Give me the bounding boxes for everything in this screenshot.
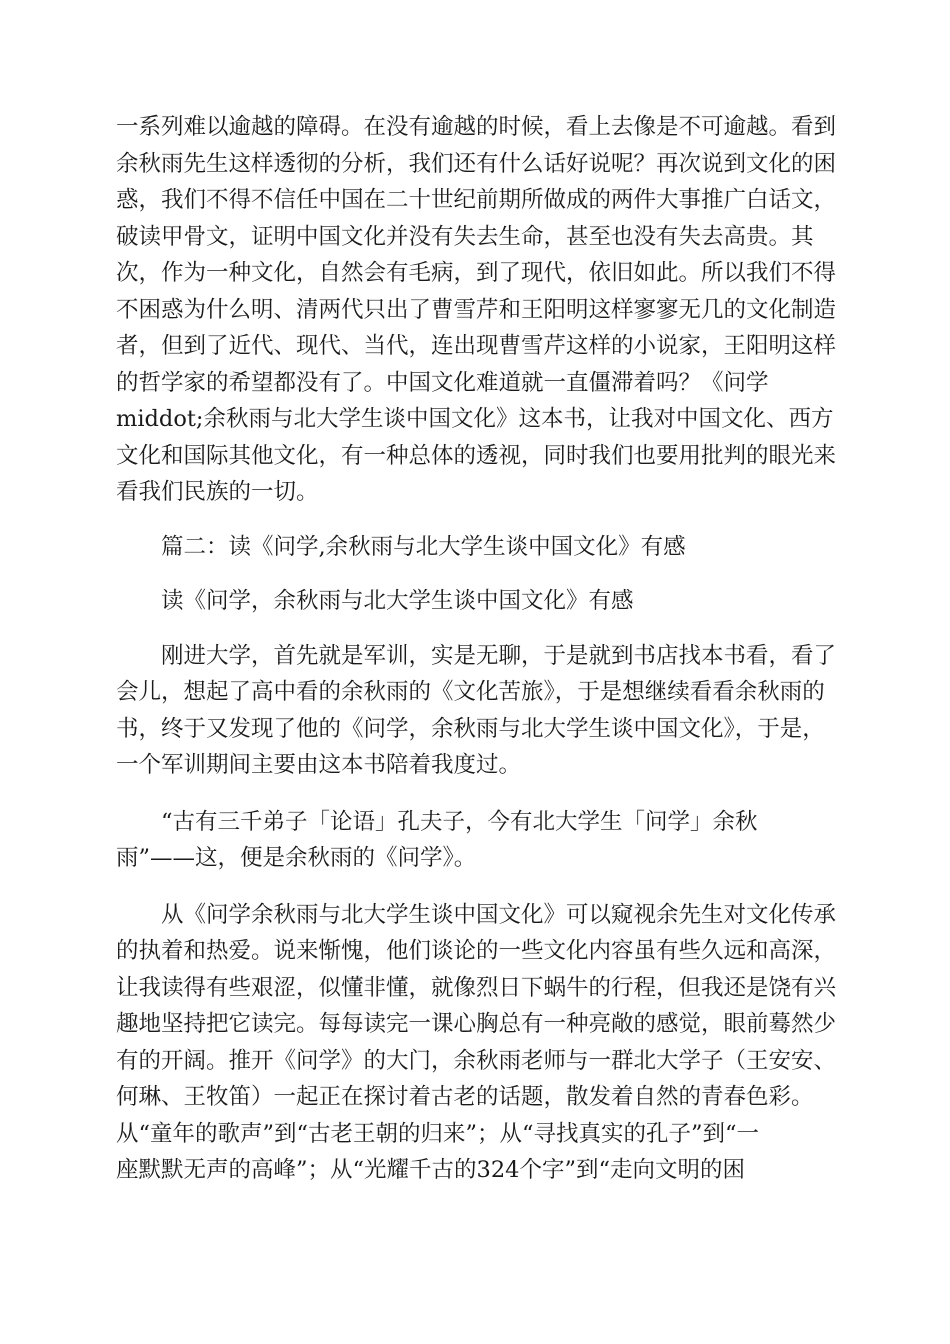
text-line: 文化和国际其他文化，有一种总体的透视，同时我们也要用批判的眼光来 <box>116 442 836 469</box>
text-line: 书，终于又发现了他的《问学，余秋雨与北大学生谈中国文化》，于是， <box>116 715 825 742</box>
document-page <box>116 109 836 1189</box>
text-line: 的执着和热爱。说来惭愧，他们谈论的一些文化内容虽有些久远和高深， <box>116 938 836 964</box>
text-line: 从“童年的歌声”到“古老王朝的归来”；从“寻找真实的孔子”到“一 <box>116 1120 760 1147</box>
text-line: middot;余秋雨与北大学生谈中国文化》这本书，让我对中国文化、西方 <box>116 406 834 432</box>
article-title-text: 读《问学，余秋雨与北大学生谈中国文化》有感 <box>161 588 634 614</box>
text-line: 雨”——这，便是余秋雨的《问学》。 <box>116 845 477 871</box>
text-line: 会儿，想起了高中看的余秋雨的《文化苦旅》，于是想继续看看余秋雨的 <box>116 679 825 705</box>
text-line: 从《问学余秋雨与北大学生谈中国文化》可以窥视余先生对文化传承 <box>161 901 836 928</box>
text-line: 座默默无声的高峰”；从“光耀千古的324个字”到“走向文明的困 <box>116 1157 745 1183</box>
text-line: 者，但到了近代、现代、当代，连出现曹雪芹这样的小说家，王阳明这样 <box>116 333 836 359</box>
paragraph-quote <box>116 804 836 877</box>
paragraph-military-training <box>116 638 836 784</box>
text-line: 刚进大学，首先就是军训，实是无聊，于是就到书店找本书看，看了 <box>161 642 836 669</box>
text-line: 让我读得有些艰涩，似懂非懂，就像烈日下蜗牛的行程，但我还是饶有兴 <box>116 974 836 1001</box>
text-line: 看我们民族的一切。 <box>116 479 319 505</box>
text-line: 余秋雨先生这样透彻的分析，我们还有什么话好说呢？再次说到文化的困 <box>116 150 836 177</box>
text-line: 次，作为一种文化，自然会有毛病，到了现代，依旧如此。所以我们不得 <box>116 260 836 286</box>
section-heading-text: 篇二：读《问学,余秋雨与北大学生谈中国文化》有感 <box>161 533 686 560</box>
section-heading <box>116 529 836 566</box>
article-title <box>116 583 836 620</box>
text-line: 破读甲骨文，证明中国文化并没有失去生命，甚至也没有失去高贵。其 <box>116 223 814 250</box>
text-line: 有的开阔。推开《问学》的大门，余秋雨老师与一群北大学子（王安安、 <box>116 1047 836 1074</box>
text-line: 惑，我们不得不信任中国在二十世纪前期所做成的两件大事推广白话文， <box>116 187 836 213</box>
text-line: 一个军训期间主要由这本书陪着我度过。 <box>116 752 522 778</box>
text-line: 不困惑为什么明、清两代只出了曹雪芹和王阳明这样寥寥无几的文化制造 <box>116 296 836 323</box>
text-line: 的哲学家的希望都没有了。中国文化难道就一直僵滞着吗？《问学 <box>116 369 769 396</box>
text-line: 趣地坚持把它读完。每每读完一课心胸总有一种亮敞的感觉，眼前蓦然少 <box>116 1011 836 1037</box>
paragraph-cultural-confusion <box>116 109 836 511</box>
paragraph-reading-experience <box>116 897 836 1189</box>
text-line: 何琳、王牧笛）一起正在探讨着古老的话题，散发着自然的青春色彩。 <box>116 1084 814 1110</box>
text-line: 一系列难以逾越的障碍。在没有逾越的时候，看上去像是不可逾越。看到 <box>116 114 836 140</box>
text-line: “古有三千弟子「论语」孔夫子，今有北大学生「问学」余秋 <box>161 808 758 835</box>
